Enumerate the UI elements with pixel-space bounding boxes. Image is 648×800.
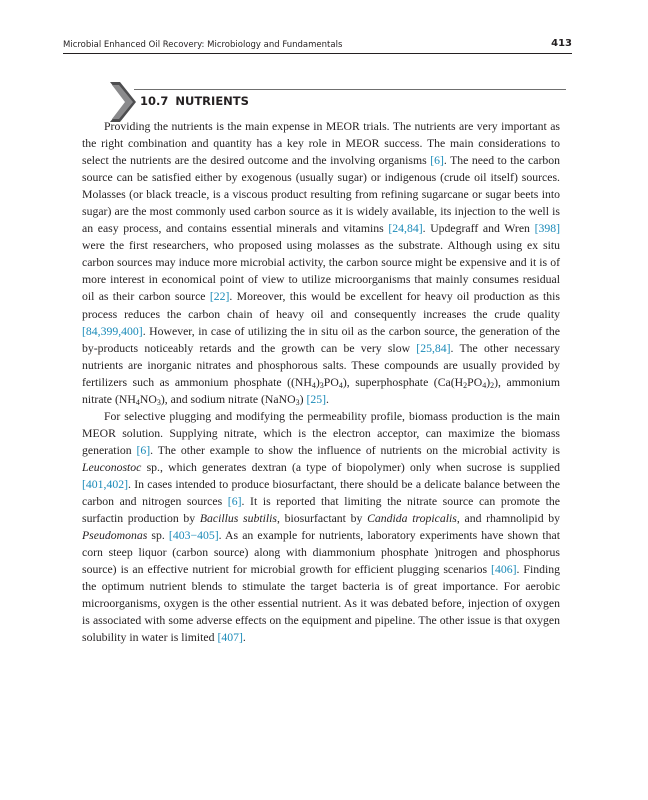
subscript: 4 <box>311 380 316 390</box>
subscript: 3 <box>156 397 161 407</box>
paragraph <box>82 118 560 408</box>
citation-link[interactable]: [403−405] <box>168 529 219 543</box>
text-run: ), and sodium nitrate (NaNO <box>160 392 296 406</box>
text-run: NO <box>139 392 157 406</box>
running-head <box>63 38 572 52</box>
citation-link[interactable]: [24,84] <box>388 222 423 236</box>
subscript: 3 <box>319 380 324 390</box>
citation-link[interactable]: [6] <box>227 495 242 509</box>
subscript: 2 <box>463 380 468 390</box>
text-run: ), superphosphate (Ca(H <box>342 375 464 389</box>
subscript: 2 <box>490 380 495 390</box>
taxon-name: Leuconostoc <box>82 460 142 474</box>
text-run: . In cases intended to produce biosurfactant, there should be a delicate balance between the carbon and nitrogen sources <box>82 477 560 509</box>
text-run: . However, in case of utilizing the in situ oil as the carbon source, the generation of the by-products noticeably retards and the growth can be very slow <box>82 324 560 355</box>
citation-link[interactable]: [406] <box>491 563 517 577</box>
header-rule <box>63 53 572 54</box>
text-run: . As an example for nutrients, laboratory experiments have shown that corn steep liquor (carbon source) along with diammonium phosphate )nitrogen and phosphorus source) is an effective nutrient for microbial growth for efficient plugging scenarios <box>82 529 560 577</box>
subscript: 4 <box>482 380 487 390</box>
text-run: , and rhamnolipid by <box>456 512 561 526</box>
text-run: . Updegraff and Wren <box>422 222 535 236</box>
text-run: ) <box>299 392 307 406</box>
text-run: . Moreover, this would be excellent for heavy oil production as this process reduces the carbon chain of heavy oil and consequently increases the crude quality <box>82 290 560 321</box>
citation-link[interactable]: [25] <box>306 392 327 406</box>
running-title: Microbial Enhanced Oil Recovery: Microbiology and Fundamentals <box>63 40 343 50</box>
subscript: 4 <box>338 380 343 390</box>
citation-link[interactable]: [6] <box>430 154 444 168</box>
citation-link[interactable]: [6] <box>136 443 151 457</box>
text-run: ), ammonium nitrate (NH <box>82 375 561 406</box>
body-text <box>82 118 560 646</box>
section-heading <box>140 94 249 108</box>
subscript: 3 <box>295 397 300 407</box>
text-run: . <box>326 392 329 406</box>
text-run: . The other necessary nutrients are inorganic nitrates and phosphorous salts. These compounds are usually provided by fertilizers such as ammonium phosphate ((NH <box>82 341 560 389</box>
text-run: sp., which generates dextran (a type of biopolymer) only when sucrose is supplied <box>141 460 560 474</box>
taxon-name: Pseudomonas <box>82 529 148 543</box>
text-run: ) <box>486 375 491 389</box>
subscript: 4 <box>135 397 140 407</box>
paragraph <box>82 408 560 647</box>
page-number: 413 <box>551 38 572 49</box>
text-run: , biosurfactant by <box>276 512 368 526</box>
text-run: PO <box>323 375 339 389</box>
citation-link[interactable]: [407] <box>217 631 243 645</box>
text-run: . <box>242 631 246 645</box>
text-run: PO <box>467 375 483 389</box>
text-run: . The need to the carbon source can be satisfied either by exogenous (usually sugar) or indigenous (crude oil itself) sources. Molasses (or black treacle, is a viscous product resulting from refining sugarcane or sugar beets into sugar) are the most commonly used carbon source as it is widely available, its injection to the well is an easy process, and contains essential minerals and vitamins <box>82 154 561 236</box>
citation-link[interactable]: [22] <box>209 290 230 304</box>
section-chevron-icon <box>110 82 136 122</box>
text-run: Providing the nutrients is the main expense in MEOR trials. The nutrients are very important as the right combination and quantity has a key role in MEOR success. The main considerations to select the nutrients are the desired outcome and the involving organisms <box>82 120 560 168</box>
text-run: . Finding the optimum nutrient blends to stimulate the target bacteria is of great importance. For aerobic microorganisms, oxygen is the other essential nutrient. As it was debated before, injection of oxygen is associated with some adverse effects on the equipment and pipeline. The other issue is that oxygen solubility in water is limited <box>82 563 560 645</box>
taxon-name: Bacillus subtilis <box>199 512 277 526</box>
text-run: . The other example to show the influence of nutrients on the microbial activity is <box>150 443 560 457</box>
text-run: sp. <box>147 529 169 543</box>
citation-link[interactable]: [84,399,400] <box>82 324 143 338</box>
citation-link[interactable]: [401,402] <box>82 477 129 491</box>
citation-link[interactable]: [398] <box>534 222 561 236</box>
taxon-name: Candida tropicalis <box>367 512 457 526</box>
text-run: were the first researchers, who proposed using molasses as the substrate. Although using ex situ carbon sources may induce more microbial activity, the carbon source might be expensive and it is of more interest in economical point of view to utilize microorganisms that mainly consumes residual oil as their carbon source <box>82 239 560 304</box>
text-run: ) <box>315 375 320 389</box>
section-number: 10.7 <box>140 94 169 108</box>
section-rule <box>134 89 566 90</box>
section-title: NUTRIENTS <box>175 94 249 108</box>
citation-link[interactable]: [25,84] <box>416 341 451 355</box>
text-run: For selective plugging and modifying the permeability profile, biomass production is the main MEOR solution. Supplying nitrate, which is the electron acceptor, can maximize the biomass generation <box>82 409 560 457</box>
text-run: . It is reported that limiting the nitrate source can promote the surfactin production by <box>82 495 560 526</box>
